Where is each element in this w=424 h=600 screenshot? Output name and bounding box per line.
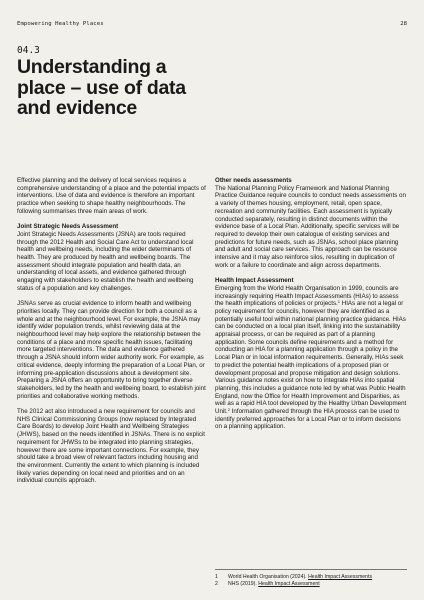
footnote (215, 574, 407, 581)
footnote-body (228, 581, 320, 588)
right-column (215, 177, 407, 439)
footnote-number: 2 (215, 581, 218, 587)
running-title: Empowering Healthy Places (17, 21, 104, 27)
section-number: 04.3 (17, 45, 40, 56)
hia-text-a: Emerging from the World Health Organisation in 1999, councils are increasingly requiring Health Impact Assessments (HIAs) to assess the health implications of policies or projects. (215, 284, 399, 308)
footnote (215, 581, 407, 588)
hia-paragraph (215, 285, 407, 431)
left-column (17, 177, 207, 493)
jsna-paragraph-2: JSNAs serve as crucial evidence to inform health and wellbeing priorities locally. They can provide direction for both a council as a whole and at the neighbourhood level. For example, the JSNA may identify wider population trends, whilst reviewing data at the neighbourhood level may help explore the relationship between the conditions of a place and more specific health issues, facilitating more targeted interventions. The data and evidence gathered through a JSNA should inform wider authority work. For example, as critical evidence, deeply informing the preparation of a Local Plan, or informing pre-application discussions about a development site. Preparing a JSNA offers an opportunity to bring together diverse stakeholders, led by the health and wellbeing board, to establish joint priorities and collaborative working methods. (17, 300, 206, 400)
hia-text-b: HIAs are not a legal or policy requirement for councils, however they are identified as a potentially useful tool within national planning practice guidance. HIAs can be conducted on a local plan itself, linking into the sustainability appraisal process, or can be required as part of a planning application. Some councils define requirements and a method for conducting an HIA for a planning application through a policy in the Local Plan or in local information requirements. Generally, HIAs seek to predict the potential health implications of a proposed plan or development proposal and propose mitigation and design solutions. Various guidance notes exist on how to integrate HIAs into spatial planning, this includes a guidance note led by what was Public Health England, now the Office for Health Improvement and Disparities, as well as a rapid HIA tool developed by the Healthy Urban Development Unit. (215, 300, 407, 416)
footnote-link[interactable]: Health Impact Assessments (308, 574, 373, 580)
footnote-ref-2[interactable]: 2 (227, 407, 230, 413)
footnote-link[interactable]: Health Impact Assessment (258, 581, 320, 587)
jsna-paragraph-3: The 2012 act also introduced a new requirement for councils and NHS Clinical Commissioning Groups (now replaced by Integrated Care Boards) to develop Joint Health and Wellbeing Strategies (JHWS), based on the needs identified in JSNAs. There is no explicit requirement for JHWSs to be integrated into planning strategies, however there are some important connections. For example, they should take a broad view of relevant factors including housing and the environment. Currently the extent to which planning is included likely varies depending on local need and priorities and on an individual councils approach. (17, 408, 206, 485)
other-needs-heading: Other needs assessments (215, 177, 292, 184)
section-title: Understanding a place – use of data and evidence (17, 56, 186, 119)
footnotes (215, 569, 407, 588)
hia-heading: Health Impact Assessment (215, 277, 294, 285)
footnote-number: 1 (215, 574, 218, 580)
hia-text-c: Information gathered through the HIA process can be used to identify preferred approaches for a Local Plan or to inform decisions on a planning application. (215, 408, 401, 431)
footnote-text: NHS (2019). (228, 581, 259, 587)
jsna-paragraph-1: Joint Strategic Needs Assessments (JSNA) are tools required through the 2012 Health and Social Care Act to understand local health and wellbeing needs, including the wider determinants of health. They are produced by health and wellbeing boards. The assessment should integrate population and health data, an understanding of local assets, and evidence gathered through engaging with stakeholders to establish the health and wellbeing status of a population and key challenges. (17, 230, 194, 292)
footnote-text: World Health Organisation (2024). (228, 574, 309, 580)
page-number: 28 (400, 21, 407, 27)
intro-paragraph: Effective planning and the delivery of local services requires a comprehensive understanding of a place and the potential impacts of interventions. Use of data and evidence is therefore an important practice when seeking to shape healthy neighbourhoods. The following summarises three main areas of work. (17, 177, 206, 215)
page-header (17, 21, 407, 31)
footnote-body (228, 574, 372, 581)
jsna-heading: Joint Strategic Needs Assessment (17, 223, 119, 231)
footnote-ref-1[interactable]: 1 (337, 299, 341, 305)
other-needs-paragraph: The National Planning Policy Framework and National Planning Practice Guidance require councils to conduct needs assessments on a variety of themes housing, employment, retail, open space, recreation and community facilities. Each assessment is typically conducted separately, resulting in distinct documents within the evidence base of a Local Plan. Additionally, specific services will be required to develop their own catalogue of existing services and predictions for future needs, such as JSNAs, school place planning and adult and social care services. This approach can be resource intensive and it may also reinforce silos, resulting in duplication of work or a failure to coordinate and align across departments. (215, 184, 406, 269)
